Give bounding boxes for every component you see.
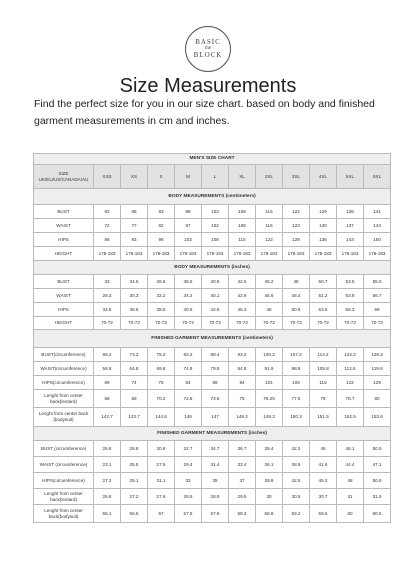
size-chart-table <box>33 153 391 523</box>
value-cell: 143 <box>337 233 364 247</box>
table-row <box>34 362 391 376</box>
row-label: HIPS <box>34 233 94 247</box>
size-header-cell: 2XL <box>256 165 283 189</box>
table-row <box>34 303 391 317</box>
value-cell: 56.7 <box>364 289 391 303</box>
value-cell: 57 <box>148 505 175 523</box>
section-title: BODY MEASUREMENTS (centimeters) <box>34 189 391 205</box>
table-row <box>34 441 391 457</box>
row-label: BUST(circumference) <box>34 348 94 362</box>
section-header-row <box>34 330 391 348</box>
value-cell: 84 <box>175 376 202 390</box>
value-cell: 178-183 <box>202 247 229 261</box>
value-cell: 30.3 <box>121 289 148 303</box>
value-cell: 94 <box>229 376 256 390</box>
size-header-cell: L <box>202 165 229 189</box>
row-label: WAIST <box>34 219 94 233</box>
value-cell: 40.5 <box>175 303 202 317</box>
value-cell: 103 <box>202 205 229 219</box>
value-cell: 55.5 <box>364 275 391 289</box>
value-cell: 50.5 <box>364 441 391 457</box>
value-cell: 69 <box>121 390 148 408</box>
value-cell: 108 <box>229 205 256 219</box>
value-cell: 178-183 <box>121 247 148 261</box>
value-cell: 45 <box>310 441 337 457</box>
table-row <box>34 390 391 408</box>
logo-line-the: the <box>204 46 212 52</box>
table-row <box>34 473 391 489</box>
value-cell: 41.6 <box>310 457 337 473</box>
value-cell: 35 <box>202 473 229 489</box>
value-cell: 72 <box>94 219 121 233</box>
value-cell: 129 <box>310 205 337 219</box>
size-header-cell: XL <box>229 165 256 189</box>
value-cell: 101 <box>256 376 283 390</box>
value-cell: 115 <box>229 233 256 247</box>
value-cell: 70-72 <box>121 317 148 330</box>
value-cell: 77.5 <box>283 390 310 408</box>
value-cell: 122 <box>283 205 310 219</box>
value-cell: 53.9 <box>337 289 364 303</box>
table-row <box>34 219 391 233</box>
value-cell: 47.1 <box>364 457 391 473</box>
table-title-row <box>34 154 391 165</box>
value-cell: 70-72 <box>148 317 175 330</box>
page-title: Size Measurements <box>119 75 297 97</box>
value-cell: 73.5 <box>202 390 229 408</box>
value-cell: 98 <box>175 205 202 219</box>
value-cell: 122.2 <box>337 348 364 362</box>
value-cell: 58.8 <box>94 362 121 376</box>
value-cell: 57.9 <box>202 505 229 523</box>
table-row <box>34 247 391 261</box>
value-cell: 36.7 <box>229 441 256 457</box>
row-label: Lenght from center back (bodysuit) <box>34 408 94 427</box>
table-title: MEN'S SIZE CHART <box>34 154 391 165</box>
logo-line-basic: BASIC <box>195 37 221 46</box>
row-label: HIPS(circumference) <box>34 473 94 489</box>
value-cell: 98.8 <box>283 362 310 376</box>
value-cell: 122 <box>337 376 364 390</box>
size-header-cell: 3XL <box>283 165 310 189</box>
row-label: WAIST <box>34 289 94 303</box>
value-cell: 34.2 <box>175 289 202 303</box>
section-header-row <box>34 189 391 205</box>
value-cell: 28.8 <box>121 441 148 457</box>
value-cell: 56.1 <box>94 505 121 523</box>
row-label: HIPS(circumference) <box>34 376 94 390</box>
value-cell: 48.1 <box>337 441 364 457</box>
row-label: Lenght from center back(bodysuit) <box>34 505 94 523</box>
value-cell: 83.2 <box>175 348 202 362</box>
intro-text: Find the perfect size for you in our size chart. based on body and finished garment measurements in cm and inches. <box>34 98 375 127</box>
value-cell: 32.2 <box>148 289 175 303</box>
value-cell: 112.8 <box>337 362 364 376</box>
value-cell: 68 <box>94 390 121 408</box>
value-cell: 59 <box>364 303 391 317</box>
value-cell: 42.9 <box>229 289 256 303</box>
row-label: BUST <box>34 275 94 289</box>
value-cell: 32.7 <box>175 441 202 457</box>
value-cell: 42.5 <box>229 275 256 289</box>
value-cell: 45.6 <box>256 289 283 303</box>
value-cell: 25.5 <box>121 457 148 473</box>
value-cell: 39.8 <box>256 473 283 489</box>
value-cell: 144.8 <box>148 408 175 427</box>
value-cell: 34.6 <box>94 303 121 317</box>
value-cell: 122 <box>256 233 283 247</box>
row-label: BUST <box>34 205 94 219</box>
value-cell: 76.25 <box>256 390 283 408</box>
value-cell: 108 <box>202 233 229 247</box>
value-cell: 88 <box>121 205 148 219</box>
value-cell: 152.5 <box>337 408 364 427</box>
value-cell: 30.8 <box>148 441 175 457</box>
value-cell: 93.2 <box>229 348 256 362</box>
value-cell: 28.3 <box>94 289 121 303</box>
value-cell: 36.6 <box>148 275 175 289</box>
brand-logo <box>185 26 231 72</box>
value-cell: 40.5 <box>202 275 229 289</box>
value-cell: 70-72 <box>283 317 310 330</box>
value-cell: 82 <box>148 219 175 233</box>
value-cell: 83 <box>94 205 121 219</box>
table-row <box>34 275 391 289</box>
value-cell: 136 <box>337 205 364 219</box>
value-cell: 114.2 <box>310 348 337 362</box>
value-cell: 59.6 <box>310 505 337 523</box>
value-cell: 129 <box>283 233 310 247</box>
value-cell: 68.2 <box>94 348 121 362</box>
value-cell: 57.5 <box>175 505 202 523</box>
value-cell: 77 <box>121 219 148 233</box>
value-cell: 27.5 <box>148 457 175 473</box>
value-cell: 108 <box>283 376 310 390</box>
value-cell: 105.8 <box>310 362 337 376</box>
value-cell: 129 <box>364 376 391 390</box>
value-cell: 78.2 <box>148 348 175 362</box>
value-cell: 119.8 <box>364 362 391 376</box>
row-label: HEIGHT <box>34 247 94 261</box>
value-cell: 70-72 <box>229 317 256 330</box>
value-cell: 72.5 <box>175 390 202 408</box>
value-cell: 70-72 <box>94 317 121 330</box>
value-cell: 148.2 <box>229 408 256 427</box>
value-cell: 86 <box>94 233 121 247</box>
row-label: BUST (circumference) <box>34 441 94 457</box>
section-title: FINISHED GARMENT MEASUREMENTS (inches) <box>34 427 391 441</box>
value-cell: 178-183 <box>256 247 283 261</box>
value-cell: 136 <box>310 233 337 247</box>
value-cell: 78 <box>310 390 337 408</box>
value-cell: 128.2 <box>364 348 391 362</box>
value-cell: 178-183 <box>148 247 175 261</box>
value-cell: 178-183 <box>310 247 337 261</box>
value-cell: 38.6 <box>148 303 175 317</box>
value-cell: 60.5 <box>364 505 391 523</box>
section-title: BODY MEASUREMENTS (inches) <box>34 261 391 275</box>
value-cell: 70-72 <box>202 317 229 330</box>
value-cell: 59.2 <box>283 505 310 523</box>
value-cell: 28.5 <box>175 489 202 505</box>
value-cell: 42.5 <box>283 473 310 489</box>
value-cell: 100.2 <box>256 348 283 362</box>
value-cell: 36.1 <box>256 457 283 473</box>
size-header-cell: XXS <box>94 165 121 189</box>
value-cell: 28.9 <box>202 489 229 505</box>
value-cell: 29.1 <box>121 473 148 489</box>
value-cell: 178-183 <box>229 247 256 261</box>
value-cell: 34.7 <box>202 441 229 457</box>
value-cell: 150.3 <box>283 408 310 427</box>
size-header-cell: S <box>148 165 175 189</box>
value-cell: 70-72 <box>364 317 391 330</box>
table-row <box>34 289 391 303</box>
value-cell: 33.4 <box>229 457 256 473</box>
value-cell: 33 <box>175 473 202 489</box>
value-cell: 27.2 <box>94 473 121 489</box>
value-cell: 48 <box>256 303 283 317</box>
value-cell: 107.2 <box>283 348 310 362</box>
value-cell: 70-72 <box>310 317 337 330</box>
row-label: HEIGHT <box>34 317 94 330</box>
value-cell: 44.4 <box>337 457 364 473</box>
value-cell: 93 <box>148 205 175 219</box>
value-cell: 56.3 <box>337 303 364 317</box>
value-cell: 79.8 <box>202 362 229 376</box>
value-cell: 178-183 <box>337 247 364 261</box>
row-label: Lenght from center back(leotard) <box>34 489 94 505</box>
table-row <box>34 233 391 247</box>
value-cell: 80 <box>364 390 391 408</box>
size-header-cell: 4XL <box>310 165 337 189</box>
value-cell: 70-72 <box>256 317 283 330</box>
logo-line-block: BLOCK <box>193 50 223 59</box>
value-cell: 69.8 <box>148 362 175 376</box>
value-cell: 42.2 <box>283 441 310 457</box>
value-cell: 31.1 <box>148 473 175 489</box>
size-header-cell: 5XL <box>337 165 364 189</box>
table-row <box>34 205 391 219</box>
value-cell: 115 <box>310 376 337 390</box>
value-cell: 123 <box>283 219 310 233</box>
value-cell: 48.4 <box>283 289 310 303</box>
value-cell: 73.2 <box>121 348 148 362</box>
value-cell: 178-183 <box>175 247 202 261</box>
value-cell: 130 <box>310 219 337 233</box>
value-cell: 37 <box>229 473 256 489</box>
value-cell: 53.5 <box>310 303 337 317</box>
value-cell: 143.7 <box>121 408 148 427</box>
value-cell: 30.5 <box>283 489 310 505</box>
value-cell: 29.4 <box>175 457 202 473</box>
table-row <box>34 408 391 427</box>
value-cell: 147 <box>202 408 229 427</box>
value-cell: 98 <box>148 233 175 247</box>
value-cell: 93 <box>121 233 148 247</box>
value-cell: 50.8 <box>283 303 310 317</box>
value-cell: 109 <box>229 219 256 233</box>
value-cell: 29.5 <box>229 489 256 505</box>
value-cell: 146 <box>175 408 202 427</box>
value-cell: 58.8 <box>256 505 283 523</box>
table-row <box>34 317 391 330</box>
value-cell: 53.5 <box>337 275 364 289</box>
value-cell: 45.2 <box>256 275 283 289</box>
value-cell: 70-72 <box>337 317 364 330</box>
value-cell: 178-183 <box>94 247 121 261</box>
value-cell: 51.2 <box>310 289 337 303</box>
value-cell: 74 <box>121 376 148 390</box>
value-cell: 42.5 <box>202 303 229 317</box>
value-cell: 178-183 <box>283 247 310 261</box>
value-cell: 103 <box>175 233 202 247</box>
size-header-cell: XS <box>121 165 148 189</box>
value-cell: 115 <box>256 205 283 219</box>
value-cell: 151.5 <box>310 408 337 427</box>
value-cell: 48 <box>337 473 364 489</box>
value-cell: 23.1 <box>94 457 121 473</box>
table-row <box>34 348 391 362</box>
section-title: FINISHED GARMENT MEASUREMENTS (centimeters) <box>34 330 391 348</box>
value-cell: 150 <box>364 233 391 247</box>
value-cell: 31 <box>337 489 364 505</box>
value-cell: 50.7 <box>310 275 337 289</box>
table-row <box>34 376 391 390</box>
value-cell: 48 <box>283 275 310 289</box>
value-cell: 144 <box>364 219 391 233</box>
value-cell: 142.7 <box>94 408 121 427</box>
row-label: Lenght from center back(leotard) <box>34 390 94 408</box>
value-cell: 70.2 <box>148 390 175 408</box>
value-cell: 137 <box>337 219 364 233</box>
value-cell: 39.4 <box>256 441 283 457</box>
section-header-row <box>34 427 391 441</box>
value-cell: 27.2 <box>121 489 148 505</box>
value-cell: 50.8 <box>364 473 391 489</box>
row-label: HIPS <box>34 303 94 317</box>
value-cell: 30.7 <box>310 489 337 505</box>
value-cell: 26.8 <box>94 489 121 505</box>
value-cell: 102 <box>202 219 229 233</box>
value-cell: 79 <box>148 376 175 390</box>
table-row <box>34 489 391 505</box>
value-cell: 78.7 <box>337 390 364 408</box>
value-cell: 31.4 <box>202 457 229 473</box>
value-cell: 69 <box>94 376 121 390</box>
value-cell: 27.6 <box>148 489 175 505</box>
value-cell: 34.6 <box>121 275 148 289</box>
section-header-row <box>34 261 391 275</box>
value-cell: 149.3 <box>256 408 283 427</box>
value-cell: 38.9 <box>283 457 310 473</box>
value-cell: 33 <box>94 275 121 289</box>
value-cell: 58.3 <box>229 505 256 523</box>
value-cell: 36.6 <box>121 303 148 317</box>
value-cell: 64.8 <box>121 362 148 376</box>
value-cell: 84.8 <box>229 362 256 376</box>
value-cell: 178-183 <box>364 247 391 261</box>
value-cell: 70-72 <box>175 317 202 330</box>
value-cell: 88.4 <box>202 348 229 362</box>
size-header-cell: M <box>175 165 202 189</box>
value-cell: 89 <box>202 376 229 390</box>
value-cell: 116 <box>256 219 283 233</box>
value-cell: 141 <box>364 205 391 219</box>
value-cell: 38.5 <box>175 275 202 289</box>
value-cell: 56.6 <box>121 505 148 523</box>
row-label: WAIST (circumference) <box>34 457 94 473</box>
value-cell: 60 <box>337 505 364 523</box>
value-cell: 91.9 <box>256 362 283 376</box>
size-header-row <box>34 165 391 189</box>
table-row <box>34 505 391 523</box>
value-cell: 45.3 <box>310 473 337 489</box>
value-cell: 75 <box>229 390 256 408</box>
value-cell: 30 <box>256 489 283 505</box>
value-cell: 153.6 <box>364 408 391 427</box>
table-row <box>34 457 391 473</box>
size-header-cell: 6XL <box>364 165 391 189</box>
value-cell: 74.8 <box>175 362 202 376</box>
value-cell: 87 <box>175 219 202 233</box>
value-cell: 45.3 <box>229 303 256 317</box>
value-cell: 26.8 <box>94 441 121 457</box>
row-label: WAIST(circumference) <box>34 362 94 376</box>
size-label: SIZE UK/EU/US/CANADA/AU <box>34 165 94 189</box>
value-cell: 31.5 <box>364 489 391 505</box>
value-cell: 40.1 <box>202 289 229 303</box>
